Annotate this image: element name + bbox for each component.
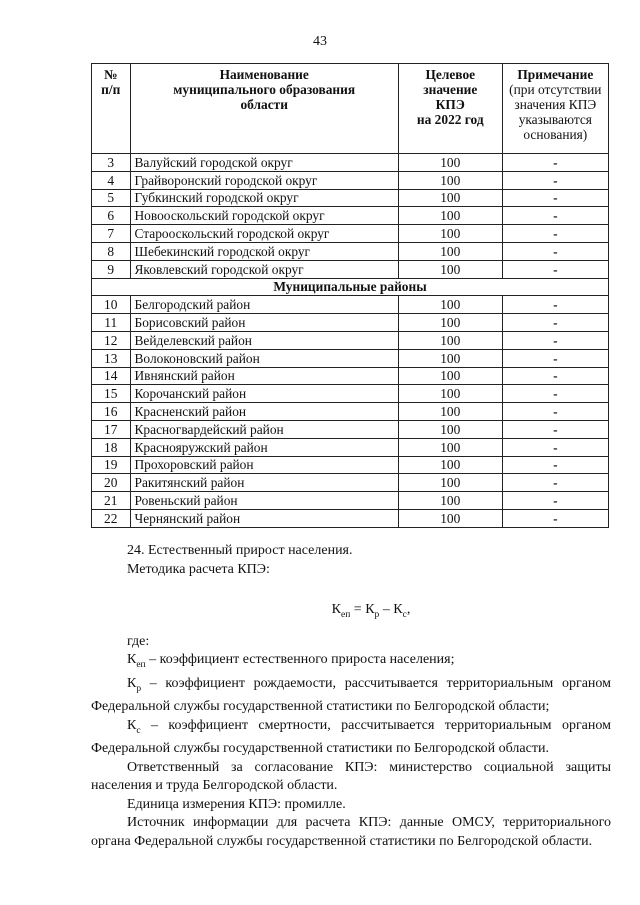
definition-kep: $К_{еп}$ – коэффициент естественного прироста населения;: [127, 652, 455, 670]
table-row: [92, 154, 609, 172]
table-row: [92, 492, 609, 510]
row-target-value: 100: [398, 154, 502, 172]
row-target-value: 100: [398, 367, 502, 385]
row-target-value: 100: [398, 296, 502, 314]
section-title: Муниципальные районы: [92, 278, 609, 296]
definition-kr: $К_р$ – коэффициент рождаемости, рассчитывается территориальным органом Федеральной службы государственной статистики по Белгородской области;: [91, 675, 611, 714]
row-name: Грайворонский городской округ: [130, 171, 398, 189]
row-note: -: [502, 189, 608, 207]
table-row: [92, 207, 609, 225]
row-note: -: [502, 367, 608, 385]
row-target-value: 100: [398, 207, 502, 225]
kpe-table: [91, 63, 609, 528]
row-note: -: [502, 154, 608, 172]
table-row: [92, 385, 609, 403]
row-note: -: [502, 207, 608, 225]
table-row: [92, 420, 609, 438]
row-target-value: 100: [398, 385, 502, 403]
section-row: [92, 278, 609, 296]
row-note: -: [502, 492, 608, 510]
row-name: Красногвардейский район: [130, 420, 398, 438]
row-name: Прохоровский район: [130, 456, 398, 474]
row-target-value: 100: [398, 492, 502, 510]
table-row: [92, 225, 609, 243]
row-note: -: [502, 225, 608, 243]
row-num: 9: [92, 260, 131, 278]
row-target-value: 100: [398, 314, 502, 332]
row-note: -: [502, 349, 608, 367]
header-note-title: Примечание: [517, 67, 594, 82]
row-target-value: 100: [398, 225, 502, 243]
row-note: -: [502, 296, 608, 314]
row-name: Ровеньский район: [130, 492, 398, 510]
row-note: -: [502, 403, 608, 421]
row-note: -: [502, 331, 608, 349]
table-row: [92, 456, 609, 474]
row-note: -: [502, 509, 608, 527]
row-name: Чернянский район: [130, 509, 398, 527]
row-target-value: 100: [398, 403, 502, 421]
row-name: Белгородский район: [130, 296, 398, 314]
table-row: [92, 349, 609, 367]
table-row: [92, 260, 609, 278]
row-note: -: [502, 474, 608, 492]
row-target-value: 100: [398, 189, 502, 207]
row-note: -: [502, 242, 608, 260]
header-num: № п/п: [92, 64, 131, 154]
row-target-value: 100: [398, 242, 502, 260]
row-target-value: 100: [398, 171, 502, 189]
row-target-value: 100: [398, 420, 502, 438]
table-row: [92, 314, 609, 332]
row-target-value: 100: [398, 509, 502, 527]
table-section: [92, 278, 609, 296]
row-num: 16: [92, 403, 131, 421]
row-name: Старооскольский городской округ: [130, 225, 398, 243]
row-target-value: 100: [398, 260, 502, 278]
row-num: 19: [92, 456, 131, 474]
responsible-text: Ответственный за согласование КПЭ: министерство социальной защиты населения и труда Белгородской области.: [91, 759, 611, 794]
table-row: [92, 474, 609, 492]
table-row: [92, 403, 609, 421]
header-note-body: (при отсутствии значения КПЭ указываются основания): [509, 82, 602, 142]
row-num: 12: [92, 331, 131, 349]
row-name: Волоконовский район: [130, 349, 398, 367]
item-title: 24. Естественный прирост населения.: [127, 543, 353, 558]
table-row: [92, 242, 609, 260]
row-num: 7: [92, 225, 131, 243]
table-header-row: [92, 64, 609, 154]
row-note: -: [502, 438, 608, 456]
row-note: -: [502, 420, 608, 438]
row-num: 20: [92, 474, 131, 492]
row-note: -: [502, 171, 608, 189]
table-row: [92, 331, 609, 349]
row-name: Краснояружский район: [130, 438, 398, 456]
table-row: [92, 296, 609, 314]
row-num: 14: [92, 367, 131, 385]
row-num: 11: [92, 314, 131, 332]
row-num: 6: [92, 207, 131, 225]
row-num: 18: [92, 438, 131, 456]
table-body-part2: [92, 296, 609, 527]
row-num: 10: [92, 296, 131, 314]
row-num: 5: [92, 189, 131, 207]
row-num: 15: [92, 385, 131, 403]
row-name: Шебекинский городской округ: [130, 242, 398, 260]
table-body-part1: [92, 154, 609, 279]
header-name: Наименование муниципального образования области: [130, 64, 398, 154]
row-target-value: 100: [398, 456, 502, 474]
body-text: [91, 542, 611, 852]
table-row: [92, 509, 609, 527]
row-target-value: 100: [398, 331, 502, 349]
table-row: [92, 189, 609, 207]
page-number: 43: [313, 34, 327, 49]
row-name: Красненский район: [130, 403, 398, 421]
formula: $К_{еп} = К_р - К_с$,: [331, 602, 411, 620]
row-name: Губкинский городской округ: [130, 189, 398, 207]
row-num: 4: [92, 171, 131, 189]
row-target-value: 100: [398, 474, 502, 492]
unit-text: Единица измерения КПЭ: промилле.: [127, 796, 346, 812]
row-num: 17: [92, 420, 131, 438]
table-row: [92, 367, 609, 385]
row-target-value: 100: [398, 349, 502, 367]
row-note: -: [502, 260, 608, 278]
row-name: Корочанский район: [130, 385, 398, 403]
row-name: Новооскольский городской округ: [130, 207, 398, 225]
header-note: [502, 64, 608, 154]
source-text: Источник информации для расчета КПЭ: данные ОМСУ, территориального органа Федеральной службы государственной статистики по Белгородской области.: [91, 815, 611, 849]
table-row: [92, 171, 609, 189]
row-name: Вейделевский район: [130, 331, 398, 349]
method-label: Методика расчета КПЭ:: [127, 561, 270, 577]
row-name: Валуйский городской округ: [130, 154, 398, 172]
header-target: Целевое значение КПЭ на 2022 год: [398, 64, 502, 154]
row-note: -: [502, 456, 608, 474]
row-num: 8: [92, 242, 131, 260]
row-num: 22: [92, 509, 131, 527]
row-num: 3: [92, 154, 131, 172]
row-target-value: 100: [398, 438, 502, 456]
row-num: 13: [92, 349, 131, 367]
row-note: -: [502, 314, 608, 332]
row-num: 21: [92, 492, 131, 510]
where-label: где:: [127, 633, 150, 649]
row-note: -: [502, 385, 608, 403]
definition-kc: $К_с$ – коэффициент смертности, рассчитывается территориальным органом Федеральной службы государственной статистики по Белгородской области.: [91, 717, 611, 756]
row-name: Ракитянский район: [130, 474, 398, 492]
row-name: Яковлевский городской округ: [130, 260, 398, 278]
table-row: [92, 438, 609, 456]
row-name: Ивнянский район: [130, 367, 398, 385]
row-name: Борисовский район: [130, 314, 398, 332]
